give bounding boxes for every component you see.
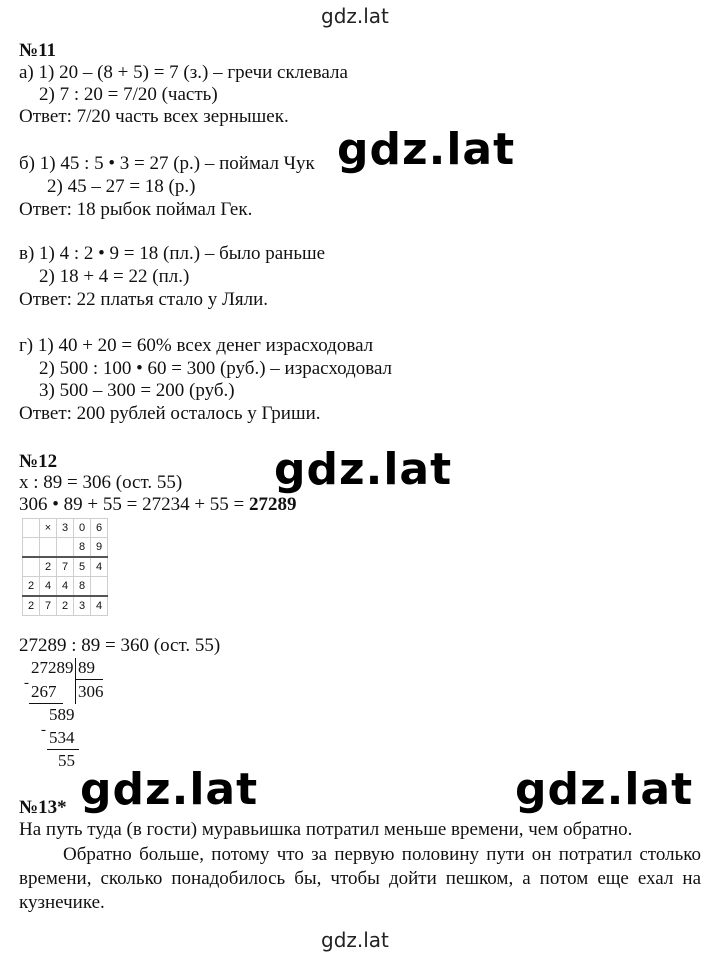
mult-cell: 2 [23, 577, 40, 597]
div-minus-1: - [24, 675, 29, 691]
div-line-1 [29, 703, 63, 704]
mult-sign: × [40, 519, 57, 538]
task11-g-step2: 2) 500 : 100 • 60 = 300 (руб.) – израсходовал [39, 358, 393, 379]
div-sub1: 267 [31, 682, 57, 701]
div-rem2: 55 [58, 751, 75, 770]
div-minus-2: - [41, 722, 46, 738]
task11-v-step2: 2) 18 + 4 = 22 (пл.) [39, 266, 190, 287]
div-sub2: 534 [49, 728, 75, 747]
task11-a-step2: 2) 7 : 20 = 7/20 (часть) [39, 84, 218, 105]
div-quotient: 306 [78, 682, 104, 701]
mult-cell: 7 [57, 557, 74, 577]
task12-check: 27289 : 89 = 360 (ост. 55) [19, 635, 221, 656]
mult-cell: 9 [91, 538, 108, 558]
mult-cell: 8 [74, 538, 91, 558]
mult-cell: 3 [57, 519, 74, 538]
task12-title: №12 [19, 451, 58, 472]
watermark-3: gdz.lat [80, 764, 259, 815]
multiplication-grid [22, 518, 108, 616]
mult-cell: 4 [57, 577, 74, 597]
mult-cell: 4 [91, 557, 108, 577]
task11-g-answer: Ответ: 200 рублей осталось у Гриши. [19, 403, 321, 424]
mult-cell: 2 [40, 557, 57, 577]
task13-title: №13* [19, 797, 67, 818]
task11-g-step1: г) 1) 40 + 20 = 60% всех денег израсходовал [19, 335, 374, 356]
watermark-2: gdz.lat [274, 444, 453, 495]
task11-a-answer: Ответ: 7/20 часть всех зернышек. [19, 106, 289, 127]
task11-g-step3: 3) 500 – 300 = 200 (руб.) [39, 380, 235, 401]
div-dividend: 27289 [31, 658, 74, 677]
task11-b-step1: б) 1) 45 : 5 • 3 = 27 (р.) – поймал Чук [19, 153, 315, 174]
div-line-2 [47, 749, 79, 750]
mult-cell: 4 [91, 596, 108, 616]
task12-solution [19, 494, 297, 516]
div-divisor-underline [75, 679, 103, 680]
task11-a-step1: а) 1) 20 – (8 + 5) = 7 (з.) – гречи склевала [19, 62, 348, 83]
mult-cell: 2 [23, 596, 40, 616]
mult-cell: 8 [74, 577, 91, 597]
mult-cell: 3 [74, 596, 91, 616]
mult-cell: 0 [74, 519, 91, 538]
task13-paragraph-2: Обратно больше, потому что за первую половину пути он потратил столько времени, сколько понадобилось бы, чтобы дойти пешком, а потом еще ехал на кузнечике. [19, 844, 701, 913]
task11-b-step2: 2) 45 – 27 = 18 (р.) [47, 176, 196, 197]
task12-equation: x : 89 = 306 (ост. 55) [19, 472, 183, 493]
div-rem1: 589 [49, 705, 75, 724]
div-vertical-line [75, 658, 76, 704]
task12-solution-result: 27289 [249, 494, 297, 515]
mult-cell: 6 [91, 519, 108, 538]
mult-cell: 2 [57, 596, 74, 616]
task12-solution-plain: 306 • 89 + 55 = 27234 + 55 = [19, 494, 250, 515]
task13-paragraph-1: На путь туда (в гости) муравьишка потратил меньше времени, чем обратно. [19, 819, 633, 840]
task11-b-answer: Ответ: 18 рыбок поймал Гек. [19, 199, 253, 220]
task11-v-step1: в) 1) 4 : 2 • 9 = 18 (пл.) – было раньше [19, 243, 326, 264]
watermark-top: gdz.lat [321, 4, 389, 28]
watermark-4: gdz.lat [515, 764, 694, 815]
watermark-bottom: gdz.lat [321, 928, 389, 952]
task11-v-answer: Ответ: 22 платья стало у Ляли. [19, 289, 269, 310]
task11-title: №11 [19, 40, 57, 61]
mult-cell: 7 [40, 596, 57, 616]
mult-cell: 4 [40, 577, 57, 597]
div-divisor: 89 [78, 658, 95, 677]
mult-cell: 5 [74, 557, 91, 577]
watermark-1: gdz.lat [337, 124, 516, 175]
